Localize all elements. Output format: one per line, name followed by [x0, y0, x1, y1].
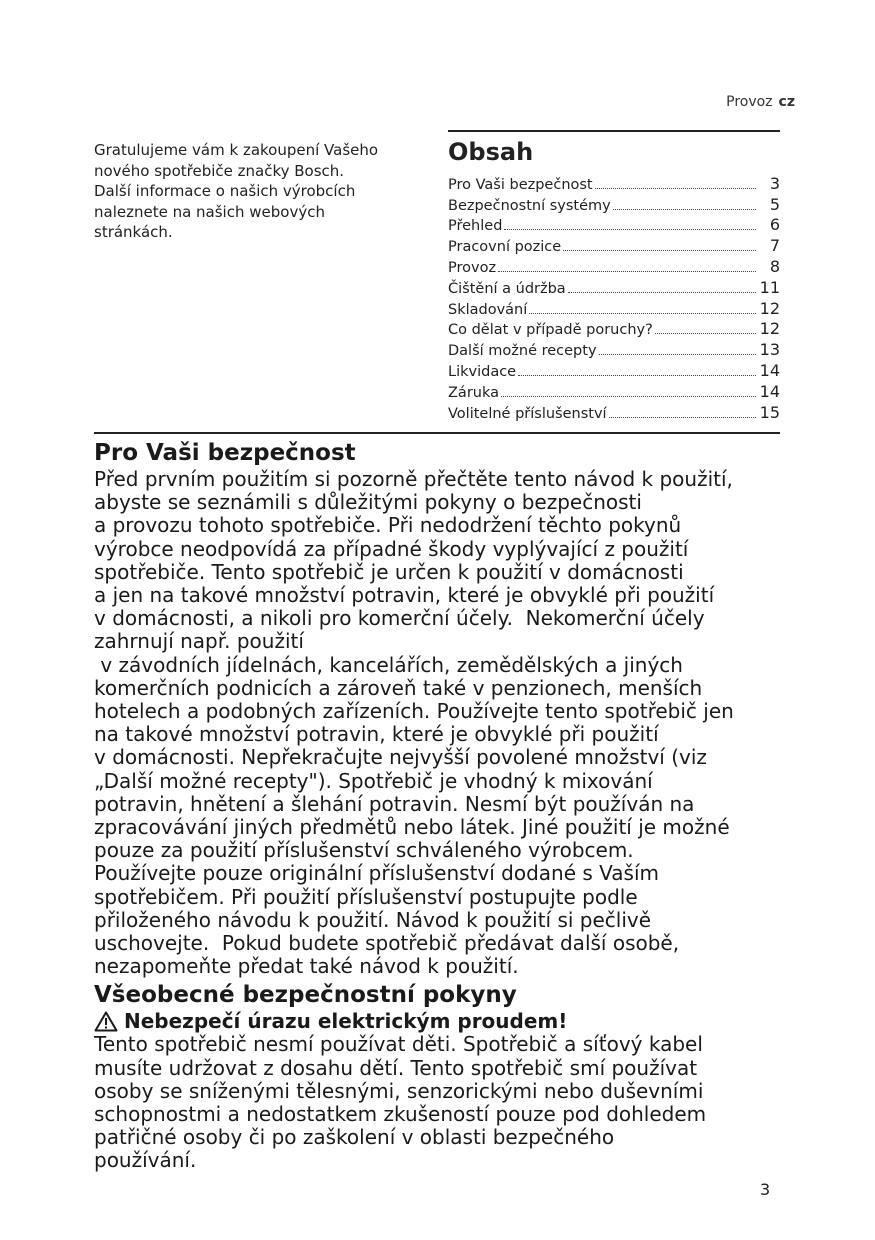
body-line: „Další možné recepty"). Spotřebič je vhodný k mixování	[94, 768, 653, 793]
toc-leader-dots	[498, 271, 756, 272]
body-line: patřičné osoby či po zaškolení v oblasti bezpečného	[94, 1125, 615, 1150]
body-line: potravin, hnětení a šlehání potravin. Nesmí být používán na	[94, 791, 695, 816]
toc-item-page: 5	[769, 194, 780, 214]
toc-item-page: 7	[769, 236, 780, 256]
toc-leader-dots	[563, 250, 756, 251]
running-header	[726, 94, 795, 110]
body-line: na takové množství potravin, které je obvyklé při použití	[94, 722, 659, 747]
header-section: Provoz	[726, 94, 773, 110]
toc-item	[448, 359, 780, 380]
toc-item-page: 14	[759, 381, 780, 401]
toc-item	[448, 214, 780, 235]
body-line: v domácnosti. Nepřekračujte nejvyšší povolené množství (viz	[94, 745, 707, 770]
toc-leader-dots	[609, 417, 756, 418]
toc-leader-dots	[655, 333, 756, 334]
toc-item-label: Bezpečnostní systémy	[448, 197, 611, 214]
intro-text	[94, 140, 414, 243]
intro-line: naleznete na našich webových	[94, 202, 325, 221]
body-line: výrobce neodpovídá za případné škody vyplývající z použití	[94, 536, 689, 561]
body-line: a provozu tohoto spotřebiče. Při nedodržení těchto pokynů	[94, 513, 682, 538]
toc-item	[448, 297, 780, 318]
toc-item-label: Provoz	[448, 259, 497, 276]
toc-item	[448, 338, 780, 359]
warning-text: Nebezpečí úrazu elektrickým proudem!	[124, 1009, 568, 1034]
toc-item-label: Pro Vaši bezpečnost	[448, 176, 593, 193]
toc-item	[448, 380, 780, 401]
intro-line: Gratulujeme vám k zakoupení Vašeho	[94, 141, 379, 159]
intro-line: Další informace o našich výrobcích	[94, 182, 356, 200]
toc-item-label: Záruka	[448, 384, 499, 401]
toc-title: Obsah	[448, 138, 534, 166]
body-line: uschovejte. Pokud budete spotřebič předávat další osobě,	[94, 931, 680, 956]
body-line: spotřebiče. Tento spotřebič je určen k použití v domácnosti	[94, 559, 684, 584]
toc-leader-dots	[529, 313, 756, 314]
toc-item-page: 11	[759, 277, 780, 297]
body-line: používání.	[94, 1148, 197, 1173]
toc-item-label: Co dělat v případě poruchy?	[448, 322, 653, 339]
toc-item-page: 13	[759, 340, 780, 360]
page-number: 3	[760, 1180, 771, 1199]
toc-leader-dots	[504, 229, 756, 230]
toc-item	[448, 318, 780, 339]
warning-triangle-icon	[94, 1011, 118, 1032]
toc-item-label: Čištění a údržba	[448, 280, 566, 297]
safety-heading: Pro Vaši bezpečnost	[94, 440, 356, 466]
toc-item-page: 12	[759, 298, 780, 318]
body-line: schopnostmi a nedostatkem zkušeností pouze pod dohledem	[94, 1102, 707, 1127]
toc-leader-dots	[568, 292, 756, 293]
toc-item-label: Přehled	[448, 218, 503, 235]
body-line: pouze za použití příslušenství schváleného výrobcem.	[94, 838, 634, 863]
toc-item-page: 15	[759, 402, 780, 422]
toc-item-label: Skladování	[448, 301, 528, 318]
toc-item-page: 8	[769, 256, 780, 276]
body-line: osoby se sníženými tělesnými, senzorickými nebo duševními	[94, 1078, 704, 1103]
general-body	[94, 1033, 794, 1172]
general-safety-heading: Všeobecné bezpečnostní pokyny	[94, 982, 517, 1009]
safety-body	[94, 468, 794, 978]
header-lang: cz	[778, 94, 795, 110]
body-line: přiloženého návodu k použití. Návod k použití si pečlivě	[94, 907, 652, 932]
toc-leader-dots	[595, 188, 756, 189]
toc-item	[448, 276, 780, 297]
electric-shock-warning	[94, 1010, 794, 1033]
toc-leader-dots	[613, 209, 756, 210]
toc-item-page: 3	[769, 173, 780, 193]
toc-leader-dots	[501, 396, 756, 397]
body-line: spotřebičem. Při použití příslušenství postupujte podle	[94, 884, 638, 909]
toc-leader-dots	[518, 375, 756, 376]
body-line: komerčních podnicích a zároveň také v penzionech, menších	[94, 675, 703, 700]
toc-item-label: Volitelné příslušenství	[448, 405, 607, 422]
toc-item-page: 12	[759, 319, 780, 339]
toc-item-label: Další možné recepty	[448, 343, 597, 360]
body-line: v závodních jídelnách, kancelářích, zemědělských a jiných	[94, 652, 683, 677]
toc-item-label: Likvidace	[448, 363, 517, 380]
body-line: Používejte pouze originální příslušenství dodané s Vaším	[94, 861, 660, 886]
body-line: a jen na takové množství potravin, které je obvyklé při použití	[94, 583, 715, 608]
body-line: musíte udržovat z dosahu dětí. Tento spotřebič smí používat	[94, 1055, 698, 1080]
intro-line: nového spotřebiče značky Bosch.	[94, 161, 345, 180]
body-line: zpracovávání jiných předmětů nebo látek. Jiné použití je možné	[94, 815, 730, 840]
toc-item-page: 6	[769, 215, 780, 235]
toc-item	[448, 401, 780, 422]
toc-item	[448, 234, 780, 255]
section-divider	[94, 432, 780, 434]
body-line: Před prvním použitím si pozorně přečtěte tento návod k použití,	[94, 467, 733, 491]
main-content	[94, 438, 794, 1173]
toc-item	[448, 172, 780, 193]
body-line: abyste se seznámili s důležitými pokyny o bezpečnosti	[94, 490, 642, 515]
table-of-contents	[448, 130, 780, 422]
body-line: nezapomeňte předat také návod k použití.	[94, 954, 519, 979]
toc-item-page: 14	[759, 360, 780, 380]
body-line: hotelech a podobných zařízeních. Používejte tento spotřebič jen	[94, 699, 734, 724]
toc-list	[448, 172, 780, 422]
toc-item	[448, 193, 780, 214]
body-line: zahrnují např. použití	[94, 629, 304, 654]
body-line: v domácnosti, a nikoli pro komerční účely. Nekomerční účely	[94, 606, 705, 631]
toc-item	[448, 255, 780, 276]
toc-leader-dots	[599, 354, 756, 355]
body-line: Tento spotřebič nesmí používat děti. Spotřebič a síťový kabel	[94, 1032, 703, 1057]
intro-line: stránkách.	[94, 223, 173, 241]
toc-item-label: Pracovní pozice	[448, 239, 562, 256]
